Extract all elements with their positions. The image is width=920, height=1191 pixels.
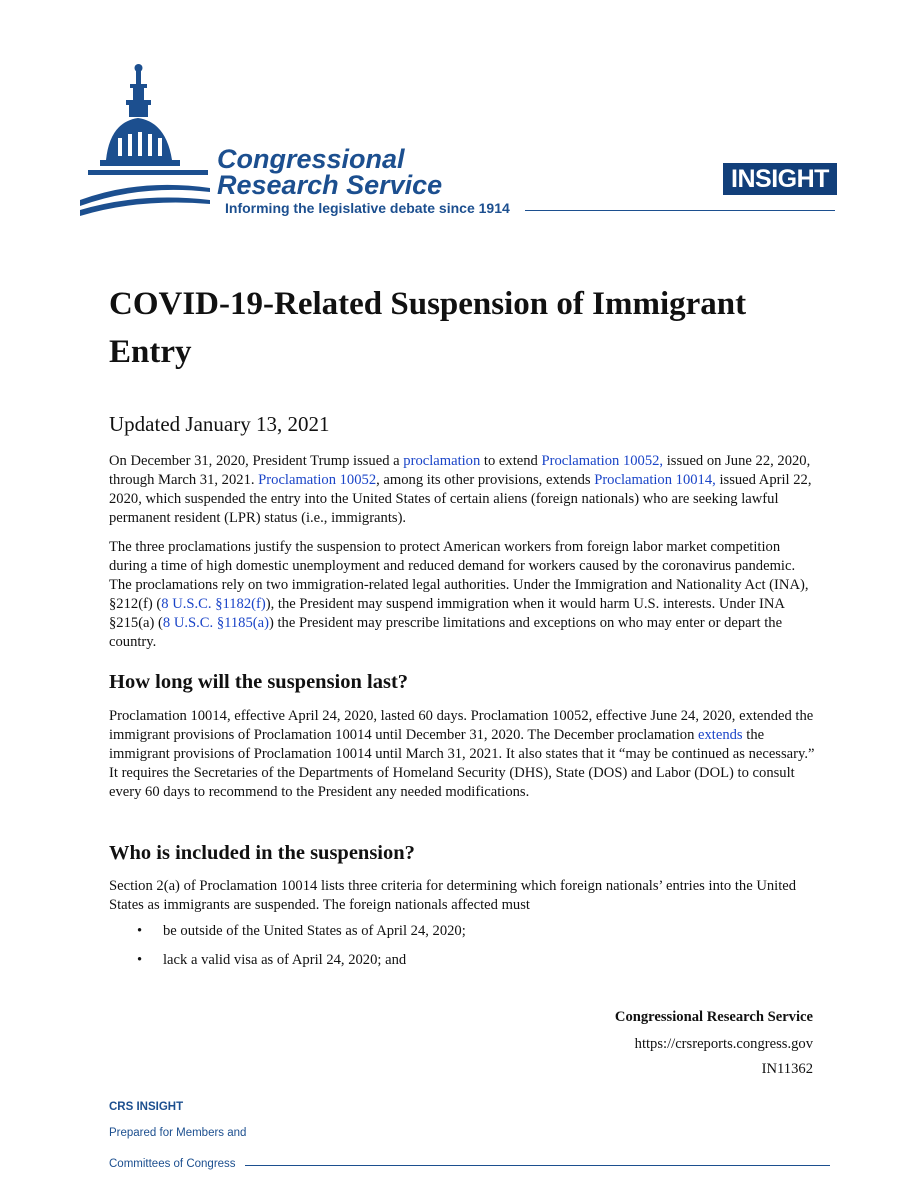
link-8-usc-1185a[interactable]: 8 U.S.C. §1185(a) (162, 615, 269, 631)
link-proclamation-10014[interactable]: Proclamation 10014, (594, 472, 716, 488)
link-8-usc-1182f[interactable]: 8 U.S.C. §1182(f) (161, 596, 266, 612)
footer-committees: Committees of Congress (109, 1158, 236, 1170)
footer-crs-insight: CRS INSIGHT (109, 1101, 184, 1113)
page-title: COVID-19-Related Suspension of Immigrant Entry (109, 286, 747, 370)
header-rule (525, 210, 835, 211)
list-item: • be outside of the United States as of April 24, 2020; (137, 923, 466, 939)
footer-org: Congressional Research Service (614, 1009, 813, 1025)
insight-badge: INSIGHT (723, 163, 837, 195)
bullet-icon: • (137, 952, 143, 968)
link-proclamation[interactable]: proclamation (403, 453, 481, 469)
footer-url[interactable]: https://crsreports.congress.gov (634, 1036, 813, 1052)
footer-rule (245, 1165, 830, 1166)
paragraph-authorities: The three proclamations justify the suspension to protect American workers from foreign labor market competition during a time of high domestic unemployment and reduced demand for workers caused by the coronavirus pandemic. The proclamations rely on two immigration-related legal authorities. Under the Immigration and Nationality Act (INA), §212(f) (8 U.S.C. §1182(f)), the President may suspend immigration when it would harm U.S. interests. Under INA §215(a) (8 U.S.C. §1185(a)) the President may prescribe limitations and exceptions on who may enter or depart the country. (109, 539, 809, 650)
org-tagline: Informing the legislative debate since 1914 (225, 200, 510, 216)
heading-included: Who is included in the suspension? (109, 842, 415, 864)
crs-logo (80, 60, 540, 220)
org-name-line2: Research Service (217, 170, 443, 200)
link-proclamation-10052-b[interactable]: Proclamation 10052 (258, 472, 377, 488)
org-name-line1: Congressional (217, 144, 405, 174)
heading-duration: How long will the suspension last? (109, 671, 409, 693)
capitol-dome-icon (80, 60, 220, 220)
bullet-icon: • (137, 923, 143, 939)
paragraph-duration: Proclamation 10014, effective April 24, 2020, lasted 60 days. Proclamation 10052, effective June 24, 2020, extended the immigrant provisions of Proclamation 10014 until December 31, 2020. The December proclamation extends the immigrant provisions of Proclamation 10014 until March 31, 2021. It also states that it “may be continued as necessary.” It requires the Secretaries of the Departments of Homeland Security (DHS), State (DOS) and Labor (DOL) to consult every 60 days to recommend to the President any needed modifications. (109, 708, 815, 800)
paragraph-criteria: Section 2(a) of Proclamation 10014 lists three criteria for determining which foreign nationals’ entries into the United States as immigrants are suspended. The foreign nationals affected must (109, 878, 797, 913)
link-extends[interactable]: extends (698, 727, 743, 743)
footer-prepared: Prepared for Members and (109, 1127, 247, 1139)
link-proclamation-10052[interactable]: Proclamation 10052, (541, 453, 664, 469)
updated-date: Updated January 13, 2021 (109, 412, 330, 436)
paragraph-intro: On December 31, 2020, President Trump issued a proclamation to extend Proclamation 10052, issued on June 22, 2020, through March 31, 2021. Proclamation 10052, among its other provisions, extends Proclamation 10014, issued April 22, 2020, which suspended the entry into the United States of certain aliens (foreign nationals) who are seeking lawful permanent resident (LPR) status (i.e., immigrants). (109, 453, 812, 526)
criteria-list (109, 922, 819, 980)
footer-report-id: IN11362 (761, 1061, 813, 1077)
list-item: • lack a valid visa as of April 24, 2020; and (137, 952, 407, 968)
